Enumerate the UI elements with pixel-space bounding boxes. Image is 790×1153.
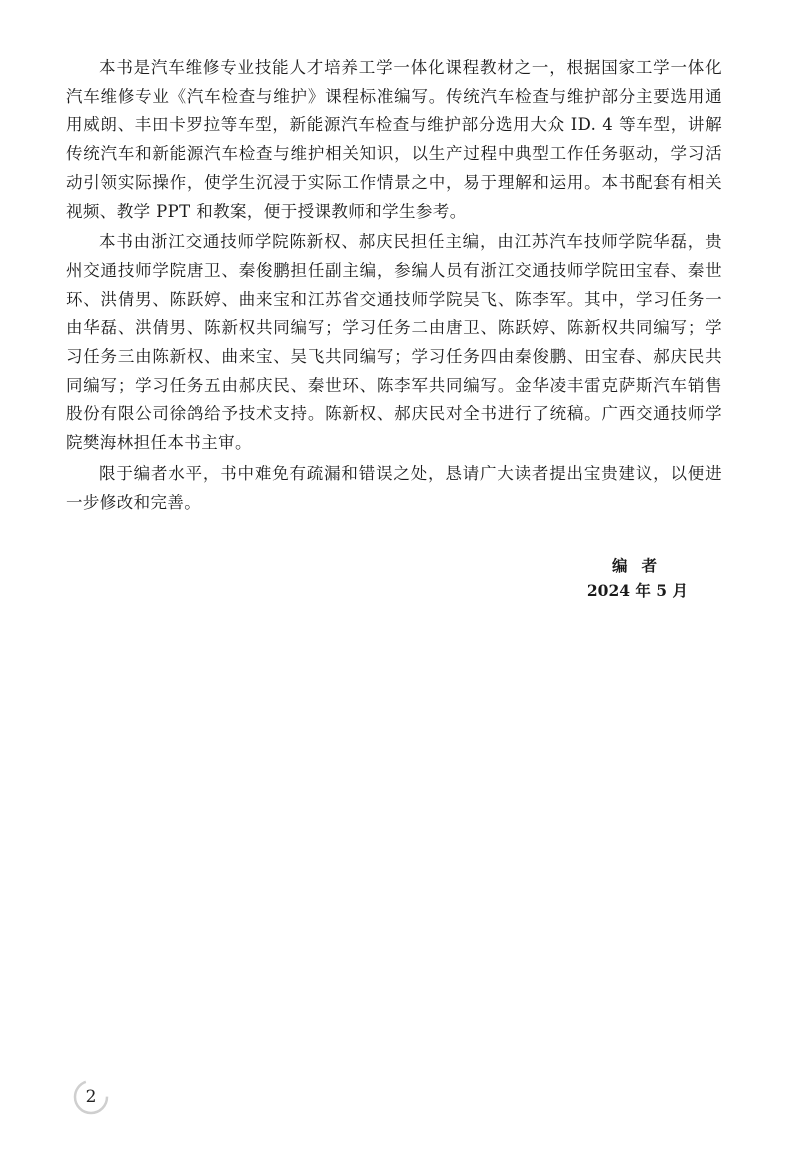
preface-signature [587, 553, 688, 603]
preface-body [66, 54, 722, 519]
page-number: 2 [85, 1087, 97, 1107]
signature-author: 编者 [611, 556, 671, 575]
preface-paragraph-1: 本书是汽车维修专业技能人才培养工学一体化课程教材之一，根据国家工学一体化汽车维修专业《汽车检查与维护》课程标准编写。传统汽车检查与维护部分主要选用通用威朗、丰田卡罗拉等车型，新能源汽车检查与维护部分选用大众 ID. 4 等车型，讲解传统汽车和新能源汽车检查与维护相关知识，以生产过程中典型工作任务驱动，学习活动引领实际操作，使学生沉浸于实际工作情景之中，易于理解和运用。本书配套有相关视频、教学 PPT 和教案，便于授课教师和学生参考。 [66, 58, 722, 221]
signature-date: 2024 年 5 月 [586, 581, 688, 600]
page-number-badge [73, 1079, 109, 1115]
preface-paragraph-2: 本书由浙江交通技师学院陈新权、郝庆民担任主编，由江苏汽车技师学院华磊，贵州交通技师学院唐卫、秦俊鹏担任副主编，参编人员有浙江交通技师学院田宝春、秦世环、洪倩男、陈跃婷、曲来宝和江苏省交通技师学院吴飞、陈李军。其中，学习任务一由华磊、洪倩男、陈新权共同编写；学习任务二由唐卫、陈跃婷、陈新权共同编写；学习任务三由陈新权、曲来宝、吴飞共同编写；学习任务四由秦俊鹏、田宝春、郝庆民共同编写；学习任务五由郝庆民、秦世环、陈李军共同编写。金华凌丰雷克萨斯汽车销售股份有限公司徐鸽给予技术支持。陈新权、郝庆民对全书进行了统稿。广西交通技师学院樊海林担任本书主审。 [66, 232, 722, 453]
preface-paragraph-3: 限于编者水平，书中难免有疏漏和错误之处，恳请广大读者提出宝贵建议，以便进一步修改和完善。 [66, 463, 722, 512]
